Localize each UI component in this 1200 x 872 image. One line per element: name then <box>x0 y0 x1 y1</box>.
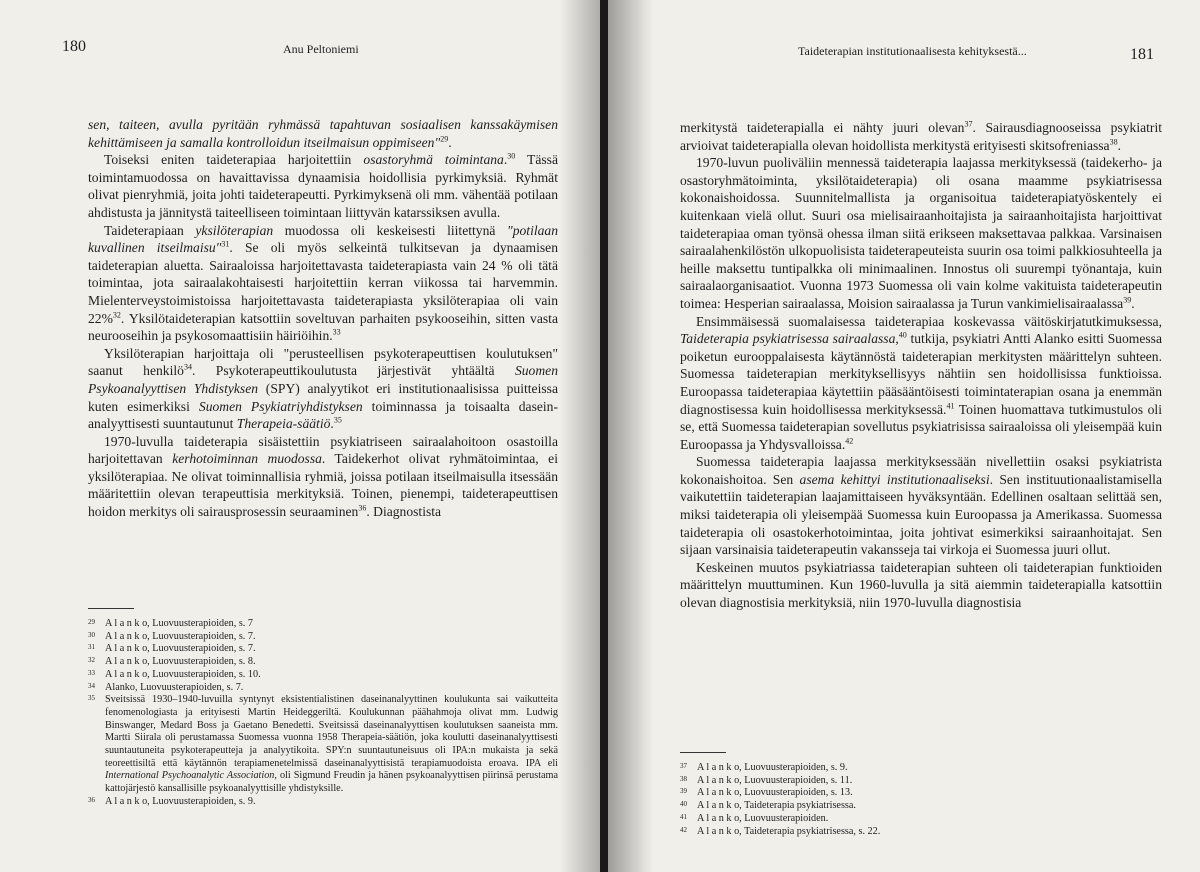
footnote: 32 A l a n k o, Luovuusterapioiden, s. 8. <box>88 656 256 668</box>
paragraph: 1970-luvulla taideterapia sisäistettiin psykiatriseen sairaalahoitoon osastoilla harjoitettavan kerhotoiminnan muodossa. Taidekerhot olivat ryhmätoimintaa, ei yksilöterapiaa. Ne olivat toiminnallisia ryhmiä, joissa potilaan itseilmaisulla itsessään määritettiin olevan terapeuttisia merkityksiä. Toinen, pienempi, taideterapeuttisen hoidon merkitys oli sairausprosessin seuraaminen$^{36}$. Diagnostista <box>88 433 558 520</box>
paragraph: Toiseksi eniten taideterapiaa harjoitettiin osastoryhmä toimintana.$^{30}$ Tässä toimintamuodossa on havaittavissa dynaamisia hoidollisia pyrkimyksiä. Ryhmät olivat pienryhmiä, joita johti taideterapeutti. Pyrkimyksenä oli mm. vähentää potilaan ahdistusta ja jännitystä taiteelliseen toimintaan liittyvän katarssiksen avulla. <box>88 151 559 220</box>
paragraph: Yksilöterapian harjoittaja oli "perusteellisen psykoterapeuttisen koulutuksen" saanut henkilö$^{34}$. Psykoterapeuttikoulutusta järjestivät yhtäältä Suomen Psykoanalyyttisen Yhdistyksen (SPY) analyytikot eri institutionaalisissa puitteissa kuten esimerkiksi Suomen Psykiatriyhdistyksen toiminnassa ja toisaalta dasein-analyyttisesti suuntautunut Therapeia-säätiö.$^{35}$ <box>88 345 558 432</box>
footnote-rule <box>680 752 726 753</box>
page-number: 181 <box>1130 46 1154 63</box>
paragraph: Keskeinen muutos psykiatriassa taideterapian suhteen oli taideterapian funktioiden määrittelyn muuttuminen. Kun 1960-luvulla ja sitä aiemmin taideterapialla katsottiin olevan diagnostisia merkityksiä, niin 1970-luvulla diagnostisia <box>680 559 1162 611</box>
body-text <box>680 119 1162 612</box>
gutter-shadow <box>608 0 653 872</box>
running-header: Anu Peltoniemi <box>283 42 359 56</box>
footnote: 40 A l a n k o, Taideterapia psykiatrisessa. <box>680 800 856 812</box>
gutter-shadow <box>560 0 600 872</box>
footnote: 37 A l a n k o, Luovuusterapioiden, s. 9. <box>680 762 848 773</box>
paragraph: sen, taiteen, avulla pyritään ryhmässä tapahtuvan sosiaalisen kanssakäymisen kehittämiseen ja samalla kontrolloidun itseilmaisun oppimiseen"$^{29}$. <box>88 117 558 150</box>
paragraph: 1970-luvun puoliväliin mennessä taideterapia laajassa merkityksessä (taidekerho- ja osastoryhmätoiminta, yksilötaideterapia) oli osana maamme psykiatrisessa kokonaishoidossa. Suunnitelmallista ja organisoitua taideterapiatyöskentely ei kuitenkaan vielä ollut. Suuri osa mielisairaanhoitajista ja sairaanhoitajista harjoittivat taideterapiaa oman työnsä ohessa ilman siitä erikseen maksettavaa palkkaa. Varsinaisen sairaalahenkilöstön ulkopuolisista taideterapeuteista suurin osa toimi palkkiosuhteella ja heille maksettu tuntipalkka oli minimaalinen. Innostus oli suurempi työnantaja, kuin sairaalaorganisaatiot. Vuonna 1973 Suomessa oli vain kolme vakituista taideterapeutin toimea: Hesperian sairaalassa, Moision sairaalassa ja Turun vankimielisairaalassa$^{39}$. <box>680 155 1162 311</box>
paragraph: Suomessa taideterapia laajassa merkityksessään nivellettiin osaksi psykiatrista kokonaishoitoa. Sen asema kehittyi institutionaaliseksi. Sen instituutionaalistamisella vaikutettiin taideterapian laajamittaiseen hyväksyntään. Edellinen osaltaan selittää sen, miksi taideterapia oli yleisempää Suomessa kuin Euroopassa ja Amerikassa. Suomessa taideterapia oli osastokerhotoimintaa, joita johtivat esimerkiksi sairaanhoitajat. Sen sijaan varsinaisia taideterapeutin vakansseja tai virkoja ei Suomessa juuri ollut. <box>680 454 1162 558</box>
page-number: 180 <box>62 38 86 55</box>
running-header: Taideterapian institutionaalisesta kehityksestä... <box>798 44 1027 58</box>
footnote: 29 A l a n k o, Luovuusterapioiden, s. 7 <box>88 618 253 629</box>
footnote: 33 A l a n k o, Luovuusterapioiden, s. 10. <box>88 668 261 680</box>
footnote: 30 A l a n k o, Luovuusterapioiden, s. 7. <box>88 630 256 642</box>
footnote: 34 Alanko, Luovuusterapioiden, s. 7. <box>88 681 244 693</box>
footnote: 41 A l a n k o, Luovuusterapioiden. <box>680 812 829 824</box>
footnotes <box>680 762 1162 838</box>
footnote-rule <box>88 608 134 609</box>
paragraph: Taideterapiaan yksilöterapian muodossa oli keskeisesti liitettynä "potilaan kuvallinen itseilmaisu"$^{31}$. Se oli myös selkeintä tulkitsevan ja dynaamisen taideterapian aluetta. Sairaaloissa harjoitettavasta taideterapiasta vain 24 % oli tätä toimintaa, jota sairaalakohtaisesti harjoitettiin kerran viikossa tai harvemmin. Mielenterveystoimistoissa harjoitettavasta taideterapiasta yksilöterapiaa oli vain 22%$^{32}$. Yksilötaideterapian katsottiin soveltuvan parhaiten psykooseihin, sitten vasta neurooseihin ja psykosomaattisiin häiriöihin.$^{33}$ <box>88 222 559 344</box>
paragraph: merkitystä taideterapialla ei nähty juuri olevan$^{37}$. Sairausdiagnooseissa psykiatrit arvioivat taideterapialla olevan hoidollista merkitystä erityisesti skitsofreniassa$^{38}$. <box>680 119 1162 153</box>
body-text <box>88 116 558 521</box>
right-page <box>608 0 1200 872</box>
footnote: 38 A l a n k o, Luovuusterapioiden, s. 11. <box>680 774 853 786</box>
footnote: 36 A l a n k o, Luovuusterapioiden, s. 9. <box>88 795 256 807</box>
paragraph: Ensimmäisessä suomalaisessa taideterapiaa koskevassa väitöskirjatutkimuksessa, Taideterapia psykiatrisessa sairaalassa,$^{40}$ tutkija, psykiatri Antti Alanko esitti Suomessa poiketun eurooppalaisesta käytännöstä taideterapian merkitysten määrittelyn suhteen. Suomessa taideterapian merkityksellisyys nähtiin sen hoidollisissa funktioissa. Euroopassa taideterapiaa käytettiin pääsääntöisesti toimintaterapian osana ja enemmän diagnostisessa kuin hoidollisessa merkityksessä.$^{41}$ Toinen huomattava tutkimustulos oli se, että Suomessa taideterapian sovellutus psykiatrisissa sairaaloissa oli yleisempää kuin Euroopassa ja Yhdysvalloissa.$^{42}$ <box>680 313 1162 452</box>
footnotes <box>88 618 558 809</box>
footnote: 39 A l a n k o, Luovuusterapioiden, s. 13. <box>680 787 853 799</box>
footnote: 35 Sveitsissä 1930–1940-luvuilla syntynyt eksistentialistinen daseinanalyyttinen koulukunta sai vaikutteita fenomenologiasta ja erityisesti Martin Heideggeriltä. Koulukunnan päähahmoja olivat mm. Ludwig Binswanger, Medard Boss ja Gaetano Benedetti. Sveitsissä daseinanalyyttisen koulutuksen saaneista mm. Martti Siirala oli perustamassa Suomessa vuonna 1958 Therapeia-säätiön, joka koulutti daseinanalyyttisesti suuntautuneita psykoterapeutteja ja analyytikoita. SPY:n suuntautuneisuus oli IPA:n mukaista ja sekä teoreettisiltä että käytännön terapiamenetelmissä daseinanalyyttisistä terapiamuodoista eroava. IPA eli International Psychoanalytic Association, oli Sigmund Freudin ja hänen psykoanalyyttisen piirinsä perustama kattojärjestö kansallisille psykoanalyyttisille yhdistyksille. <box>88 694 558 795</box>
footnote: 42 A l a n k o, Taideterapia psykiatrisessa, s. 22. <box>680 825 881 837</box>
footnote: 31 A l a n k o, Luovuusterapioiden, s. 7. <box>88 643 256 655</box>
